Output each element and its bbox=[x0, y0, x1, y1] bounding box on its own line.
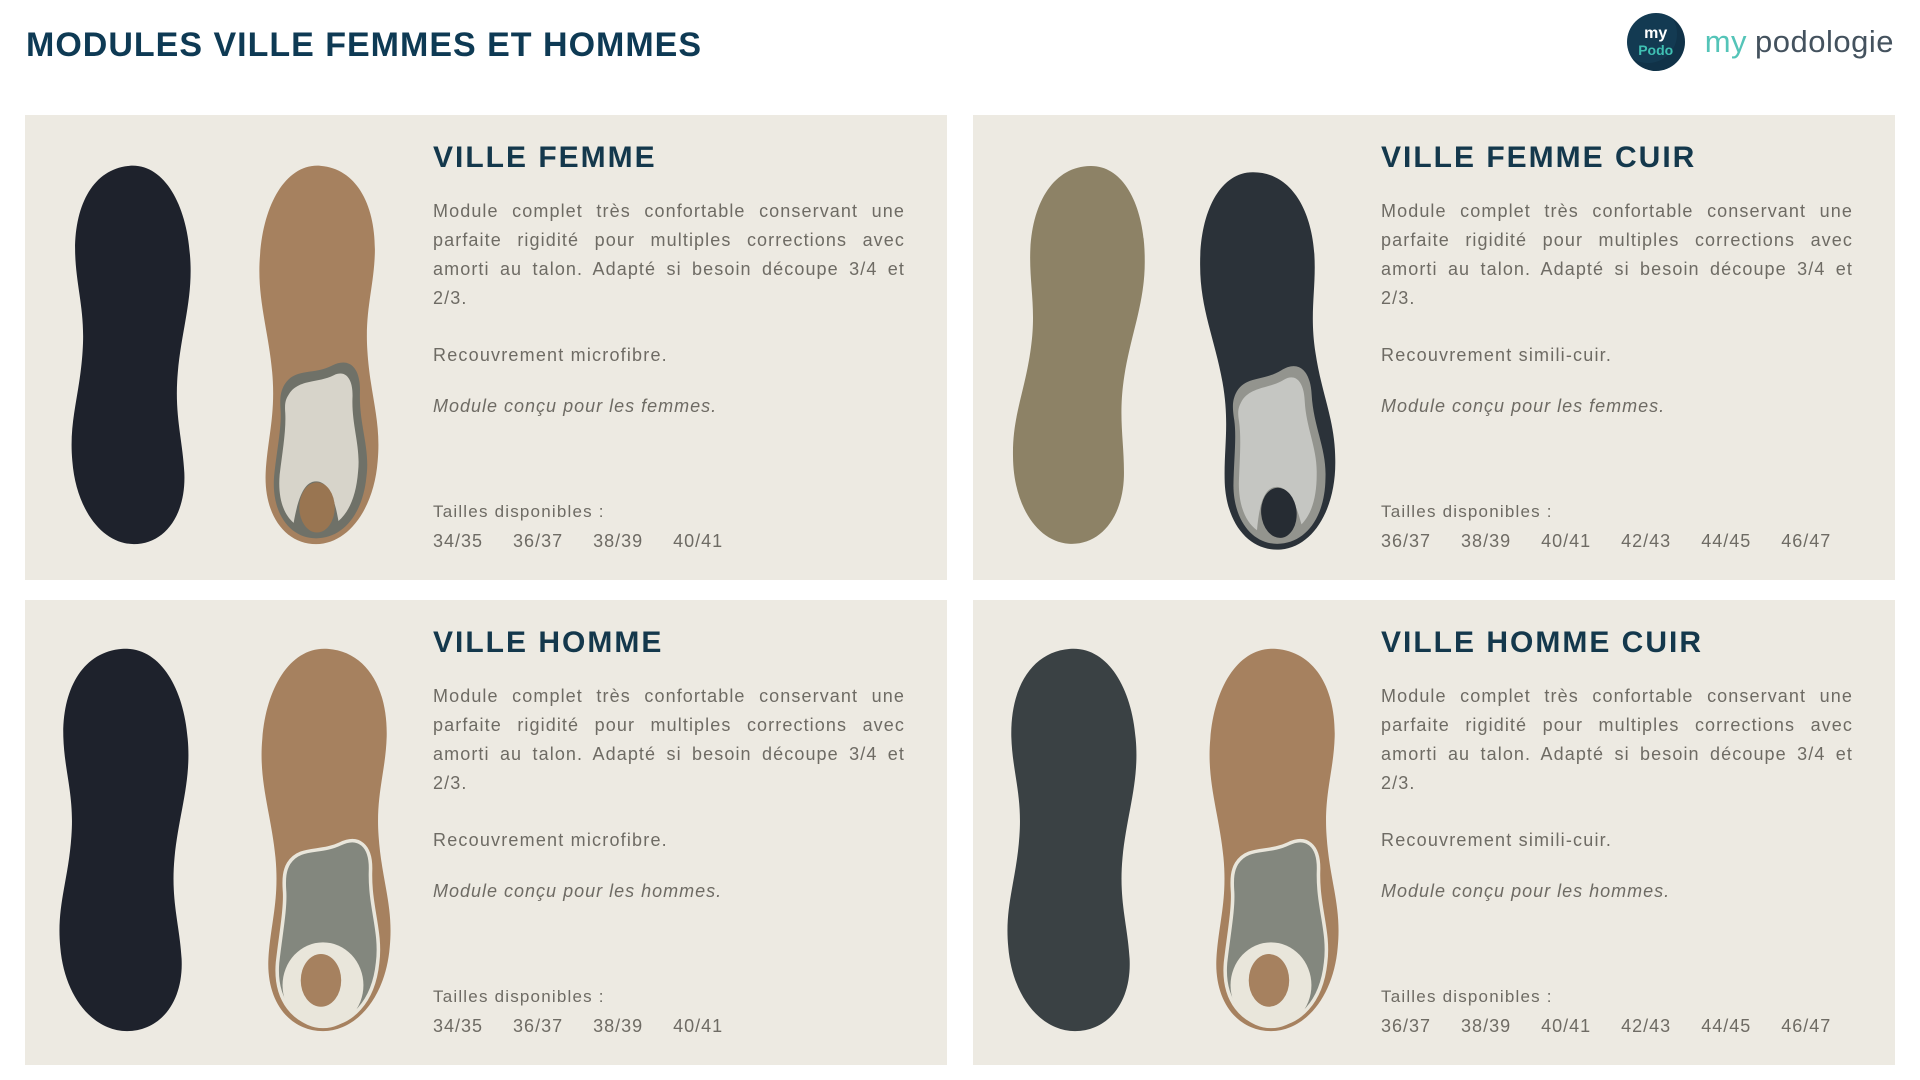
sizes-label: Tailles disponibles : bbox=[1381, 502, 1553, 521]
designed-for-note: Module conçu pour les femmes. bbox=[1381, 396, 1666, 416]
product-info bbox=[425, 600, 947, 1065]
sizes-label: Tailles disponibles : bbox=[433, 987, 605, 1006]
insoles-photo bbox=[973, 600, 1373, 1065]
sizes-label: Tailles disponibles : bbox=[433, 502, 605, 521]
product-info bbox=[1373, 600, 1895, 1065]
designed-for-note: Module conçu pour les femmes. bbox=[433, 396, 718, 416]
product-info bbox=[425, 115, 947, 580]
insole-outline bbox=[72, 165, 191, 543]
size-option: 46/47 bbox=[1781, 531, 1832, 551]
size-option: 40/41 bbox=[673, 531, 724, 551]
sizes-block bbox=[1381, 502, 1853, 552]
mypodo-logo-badge-icon bbox=[1627, 13, 1685, 71]
designed-for-note: Module conçu pour les hommes. bbox=[433, 881, 723, 901]
left-insole-image bbox=[49, 161, 217, 547]
sizes-block bbox=[433, 987, 905, 1037]
covering-note: Recouvrement simili-cuir. bbox=[1381, 345, 1613, 365]
heel-hole bbox=[301, 954, 341, 1007]
insoles-photo bbox=[973, 115, 1373, 580]
size-option: 44/45 bbox=[1701, 1016, 1752, 1036]
product-title: VILLE FEMME CUIR bbox=[1381, 141, 1697, 174]
product-description: Module complet très confortable conservant une parfaite rigidité pour multiples corrections avec amorti au talon. Adapté si besoin découpe 3/4 et 2/3. bbox=[1381, 201, 1853, 308]
size-option: 38/39 bbox=[593, 1016, 644, 1036]
badge-text-podo: Podo bbox=[1638, 42, 1674, 59]
wordmark-podologie: podologie bbox=[1755, 24, 1894, 59]
product-description: Module complet très confortable conservant une parfaite rigidité pour multiples corrections avec amorti au talon. Adapté si besoin découpe 3/4 et 2/3. bbox=[433, 686, 905, 793]
insole-outline bbox=[59, 648, 188, 1030]
covering-note: Recouvrement microfibre. bbox=[433, 345, 668, 365]
size-option: 34/35 bbox=[433, 1016, 484, 1036]
product-card-ville-homme bbox=[25, 600, 947, 1065]
product-grid bbox=[25, 115, 1895, 1065]
insole-outline bbox=[1007, 648, 1136, 1030]
size-option: 38/39 bbox=[1461, 1016, 1512, 1036]
sizes-row bbox=[1381, 531, 1853, 552]
size-option: 40/41 bbox=[673, 1016, 724, 1036]
brand-wordmark bbox=[1705, 24, 1894, 60]
sizes-row bbox=[1381, 1016, 1853, 1037]
size-option: 36/37 bbox=[1381, 1016, 1432, 1036]
product-description: Module complet très confortable conservant une parfaite rigidité pour multiples corrections avec amorti au talon. Adapté si besoin découpe 3/4 et 2/3. bbox=[433, 201, 905, 308]
heel-hole bbox=[299, 482, 334, 532]
size-option: 42/43 bbox=[1621, 531, 1672, 551]
left-insole-image bbox=[983, 644, 1165, 1034]
sizes-row bbox=[433, 531, 905, 552]
insole-outline bbox=[1006, 161, 1151, 547]
right-insole-image bbox=[233, 644, 415, 1034]
size-option: 46/47 bbox=[1781, 1016, 1832, 1036]
brand-logo bbox=[1627, 13, 1894, 71]
sizes-block bbox=[1381, 987, 1853, 1037]
size-option: 40/41 bbox=[1541, 1016, 1592, 1036]
left-insole-image bbox=[984, 155, 1179, 552]
size-option: 42/43 bbox=[1621, 1016, 1672, 1036]
badge-text-my: my bbox=[1644, 25, 1668, 43]
right-insole-image bbox=[233, 161, 401, 547]
size-option: 36/37 bbox=[513, 1016, 564, 1036]
product-card-ville-homme-cuir bbox=[973, 600, 1895, 1065]
product-card-ville-femme bbox=[25, 115, 947, 580]
right-insole-image bbox=[1165, 160, 1366, 559]
page-title: MODULES VILLE FEMMES ET HOMMES bbox=[26, 26, 703, 64]
product-title: VILLE FEMME bbox=[433, 141, 657, 174]
product-info bbox=[1373, 115, 1895, 580]
sizes-block bbox=[433, 502, 905, 552]
product-description: Module complet très confortable conservant une parfaite rigidité pour multiples corrections avec amorti au talon. Adapté si besoin découpe 3/4 et 2/3. bbox=[1381, 686, 1853, 793]
sizes-row bbox=[433, 1016, 905, 1037]
product-card-ville-femme-cuir bbox=[973, 115, 1895, 580]
right-insole-image bbox=[1181, 644, 1363, 1034]
product-title: VILLE HOMME bbox=[433, 626, 664, 659]
size-option: 44/45 bbox=[1701, 531, 1752, 551]
insoles-photo bbox=[25, 115, 425, 580]
product-title: VILLE HOMME CUIR bbox=[1381, 626, 1703, 659]
designed-for-note: Module conçu pour les hommes. bbox=[1381, 881, 1671, 901]
covering-note: Recouvrement microfibre. bbox=[433, 830, 668, 850]
covering-note: Recouvrement simili-cuir. bbox=[1381, 830, 1613, 850]
left-insole-image bbox=[35, 644, 217, 1034]
size-option: 36/37 bbox=[1381, 531, 1432, 551]
size-option: 38/39 bbox=[593, 531, 644, 551]
size-option: 34/35 bbox=[433, 531, 484, 551]
size-option: 40/41 bbox=[1541, 531, 1592, 551]
wordmark-my: my bbox=[1704, 24, 1748, 59]
heel-hole bbox=[1249, 954, 1289, 1007]
sizes-label: Tailles disponibles : bbox=[1381, 987, 1553, 1006]
size-option: 36/37 bbox=[513, 531, 564, 551]
size-option: 38/39 bbox=[1461, 531, 1512, 551]
insoles-photo bbox=[25, 600, 425, 1065]
